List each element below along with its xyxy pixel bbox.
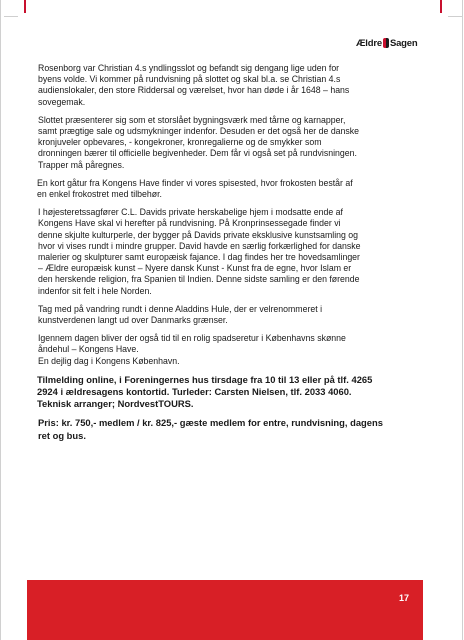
text-line: Tag med på vandring rundt i denne Aladdins Hule, der er velrenommeret i bbox=[38, 303, 323, 314]
text-line: Slottet præsenterer sig som et storslået bygningsværk med tårne og karnapper, bbox=[38, 114, 346, 125]
text-line: Kongens Have skal vi herefter på rundvisning. På Kronprinsessegade finder vi bbox=[38, 218, 341, 229]
text-line: 2924 i ældresagens kontortid. Turleder: Carsten Nielsen, tlf. 2033 4060. bbox=[37, 386, 352, 398]
crop-mark-top-right bbox=[440, 0, 442, 13]
text-line: kunstverdenen langt ud over Danmarks grænser. bbox=[38, 315, 228, 326]
logo-mark-icon bbox=[383, 38, 389, 48]
paragraph-aladdins-hule bbox=[38, 304, 410, 326]
text-line: audienslokaler, den store Riddersal og værelset, hvor han døde i år 1648 – hans bbox=[38, 85, 350, 96]
page-edge-right bbox=[462, 0, 463, 640]
logo-text-left: Ældre bbox=[356, 37, 382, 49]
text-line: åndehul – Kongens Have. bbox=[38, 344, 139, 355]
text-line: Teknisk arranger; NordvestTOURS. bbox=[37, 398, 194, 410]
paragraph-davids-samling bbox=[38, 207, 410, 297]
text-line: Rosenborg var Christian 4.s yndlingsslot og befandt sig dengang lige uden for bbox=[38, 63, 340, 73]
text-line: Igennem dagen bliver der også tid til en rolig spadseretur i Københavns skønne bbox=[38, 333, 346, 344]
page-number: 17 bbox=[399, 593, 410, 603]
text-line: dronningen bærer til officielle begivenheder. Dem får vi også set på rundvisningen. bbox=[38, 148, 357, 159]
text-line: Pris: kr. 750,- medlem / kr. 825,- gæste medlem for entre, rundvisning, dagens bbox=[38, 417, 383, 429]
text-line: en enkel frokostret med tilbehør. bbox=[37, 189, 162, 200]
text-line: – Ældre europæisk kunst – Nyere dansk Kunst - Kunst fra de egne, hvor Islam er bbox=[38, 263, 352, 274]
footer-band bbox=[27, 580, 423, 640]
paragraph-slottet bbox=[38, 115, 410, 171]
text-line: samt prægtige sale og udsmykninger indenfor. Desuden er det også her de danske bbox=[38, 126, 360, 137]
text-line: hvor vi vises rundt i mindre grupper. David havde en særlig forkærlighed for danske bbox=[38, 240, 361, 251]
text-line: En dejlig dag i Kongens København. bbox=[38, 355, 180, 366]
paragraph-tilmelding bbox=[37, 374, 410, 411]
crop-mark-top-right-horizontal bbox=[448, 16, 462, 17]
text-line: indenfor sit felt i hele Norden. bbox=[38, 285, 152, 296]
paragraph-kongens-have bbox=[38, 333, 410, 367]
text-line: Trapper må påregnes. bbox=[38, 159, 125, 170]
text-line: denne skjulte kulturperle, der bygger på Davids private eksklusive kunstsamling og bbox=[38, 229, 359, 240]
aeldresagen-logo bbox=[356, 36, 417, 50]
text-line: sovegemak. bbox=[38, 96, 86, 107]
logo-text-right: Sagen bbox=[389, 37, 418, 49]
text-line: byens volde. Vi kommer på rundvisning på slottet og skal bl.a. se Christian 4.s bbox=[38, 74, 341, 85]
text-line: Tilmelding online, i Foreningernes hus tirsdage fra 10 til 13 eller på tlf. 4265 bbox=[37, 373, 373, 385]
text-line: malerier og skulpturer samt europæisk fajance. I dag findes her tre hovedsamlinger bbox=[38, 252, 360, 263]
text-line: den herskende religion, fra Spanien til Indien. Denne sidste samling er den førende bbox=[38, 274, 360, 285]
text-line: I højesteretssagfører C.L. Davids private herskabelige hjem i modsatte ende af bbox=[38, 207, 343, 218]
paragraph-frokost bbox=[37, 178, 410, 200]
paragraph-rosenborg bbox=[38, 63, 410, 108]
crop-mark-top-left bbox=[24, 0, 26, 13]
article-body bbox=[38, 63, 410, 449]
text-line: ret og bus. bbox=[38, 429, 86, 441]
crop-mark-top-left-horizontal bbox=[4, 16, 18, 17]
paragraph-pris bbox=[38, 417, 410, 441]
page-edge-left bbox=[0, 0, 1, 640]
text-line: kronjuveler opbevares, - kongekroner, kronregalierne og de smykker som bbox=[38, 137, 322, 148]
text-line: En kort gåtur fra Kongens Have finder vi vores spisested, hvor frokosten består af bbox=[37, 177, 353, 188]
